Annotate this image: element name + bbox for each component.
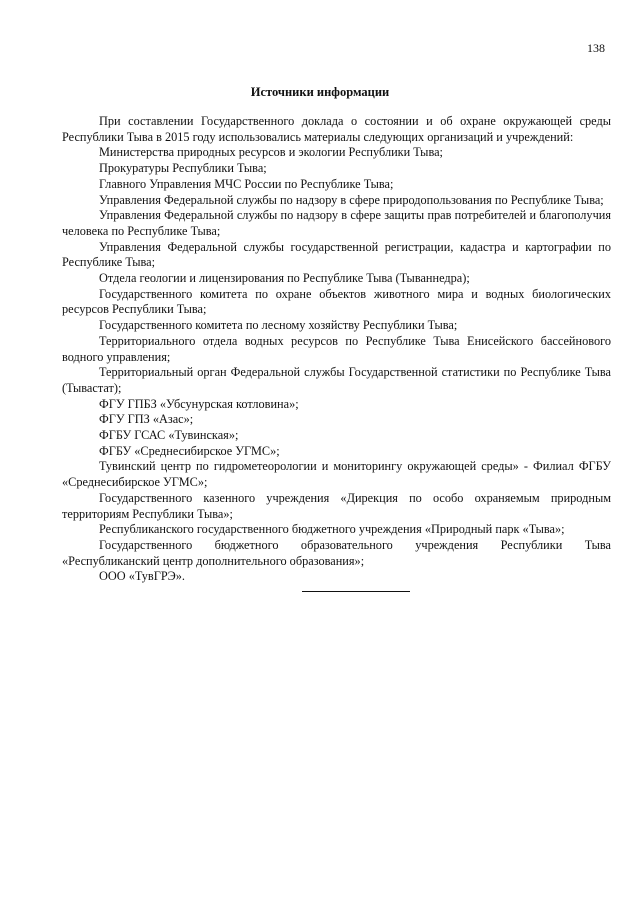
source-item: Государственного казенного учреждения «Дирекция по особо охраняемым природным территориям Республики Тыва»; (62, 490, 611, 521)
source-item: Управления Федеральной службы по надзору в сфере защиты прав потребителей и благополучия человека по Республике Тыва; (62, 208, 611, 238)
intro-paragraph: При составлении Государственного доклада о состоянии и об охране окружающей среды Республики Тыва в 2015 году использовались материалы следующих организаций и учреждений: (62, 114, 611, 144)
source-item: Управления Федеральной службы государственной регистрации, кадастра и картографии по Республике Тыва; (62, 239, 611, 270)
source-item: Отдела геологии и лицензирования по Республике Тыва (Тываннедра); (99, 271, 470, 286)
sources-body (62, 114, 611, 585)
page-number: 138 (587, 41, 605, 55)
source-item: ООО «ТувГРЭ». (99, 569, 186, 584)
end-separator-line (302, 591, 410, 592)
source-item: Тувинский центр по гидрометеорологии и мониторингу окружающей среды» - Филиал ФГБУ «Среднесибирское УГМС»; (62, 459, 611, 490)
source-item: Главного Управления МЧС России по Республике Тыва; (99, 176, 394, 191)
source-item: Министерства природных ресурсов и экологии Республики Тыва; (99, 145, 443, 160)
source-item: Территориального отдела водных ресурсов по Республике Тыва Енисейского бассейнового водного управления; (62, 333, 611, 364)
source-item: ФГУ ГПБЗ «Убсунурская котловина»; (99, 396, 299, 411)
source-item: Управления Федеральной службы по надзору в сфере природопользования по Республике Тыва; (99, 192, 604, 207)
source-item: Государственного комитета по лесному хозяйству Республики Тыва; (99, 318, 458, 333)
source-item: Государственного бюджетного образовательного учреждения Республики Тыва «Республиканский центр дополнительного образования»; (62, 537, 611, 568)
page-title: Источники информации (250, 85, 390, 99)
source-item: ФГБУ ГСАС «Тувинская»; (99, 428, 239, 443)
source-item: ФГУ ГПЗ «Азас»; (99, 412, 194, 427)
source-item: Прокуратуры Республики Тыва; (99, 161, 267, 176)
source-item: Государственного комитета по охране объектов животного мира и водных биологических ресурсов Республики Тыва; (62, 286, 611, 317)
source-item: Территориальный орган Федеральной службы Государственной статистики по Республике Тыва (Тывастат); (62, 365, 611, 395)
source-item: Республиканского государственного бюджетного учреждения «Природный парк «Тыва»; (99, 522, 565, 537)
source-item: ФГБУ «Среднесибирское УГМС»; (99, 443, 280, 458)
